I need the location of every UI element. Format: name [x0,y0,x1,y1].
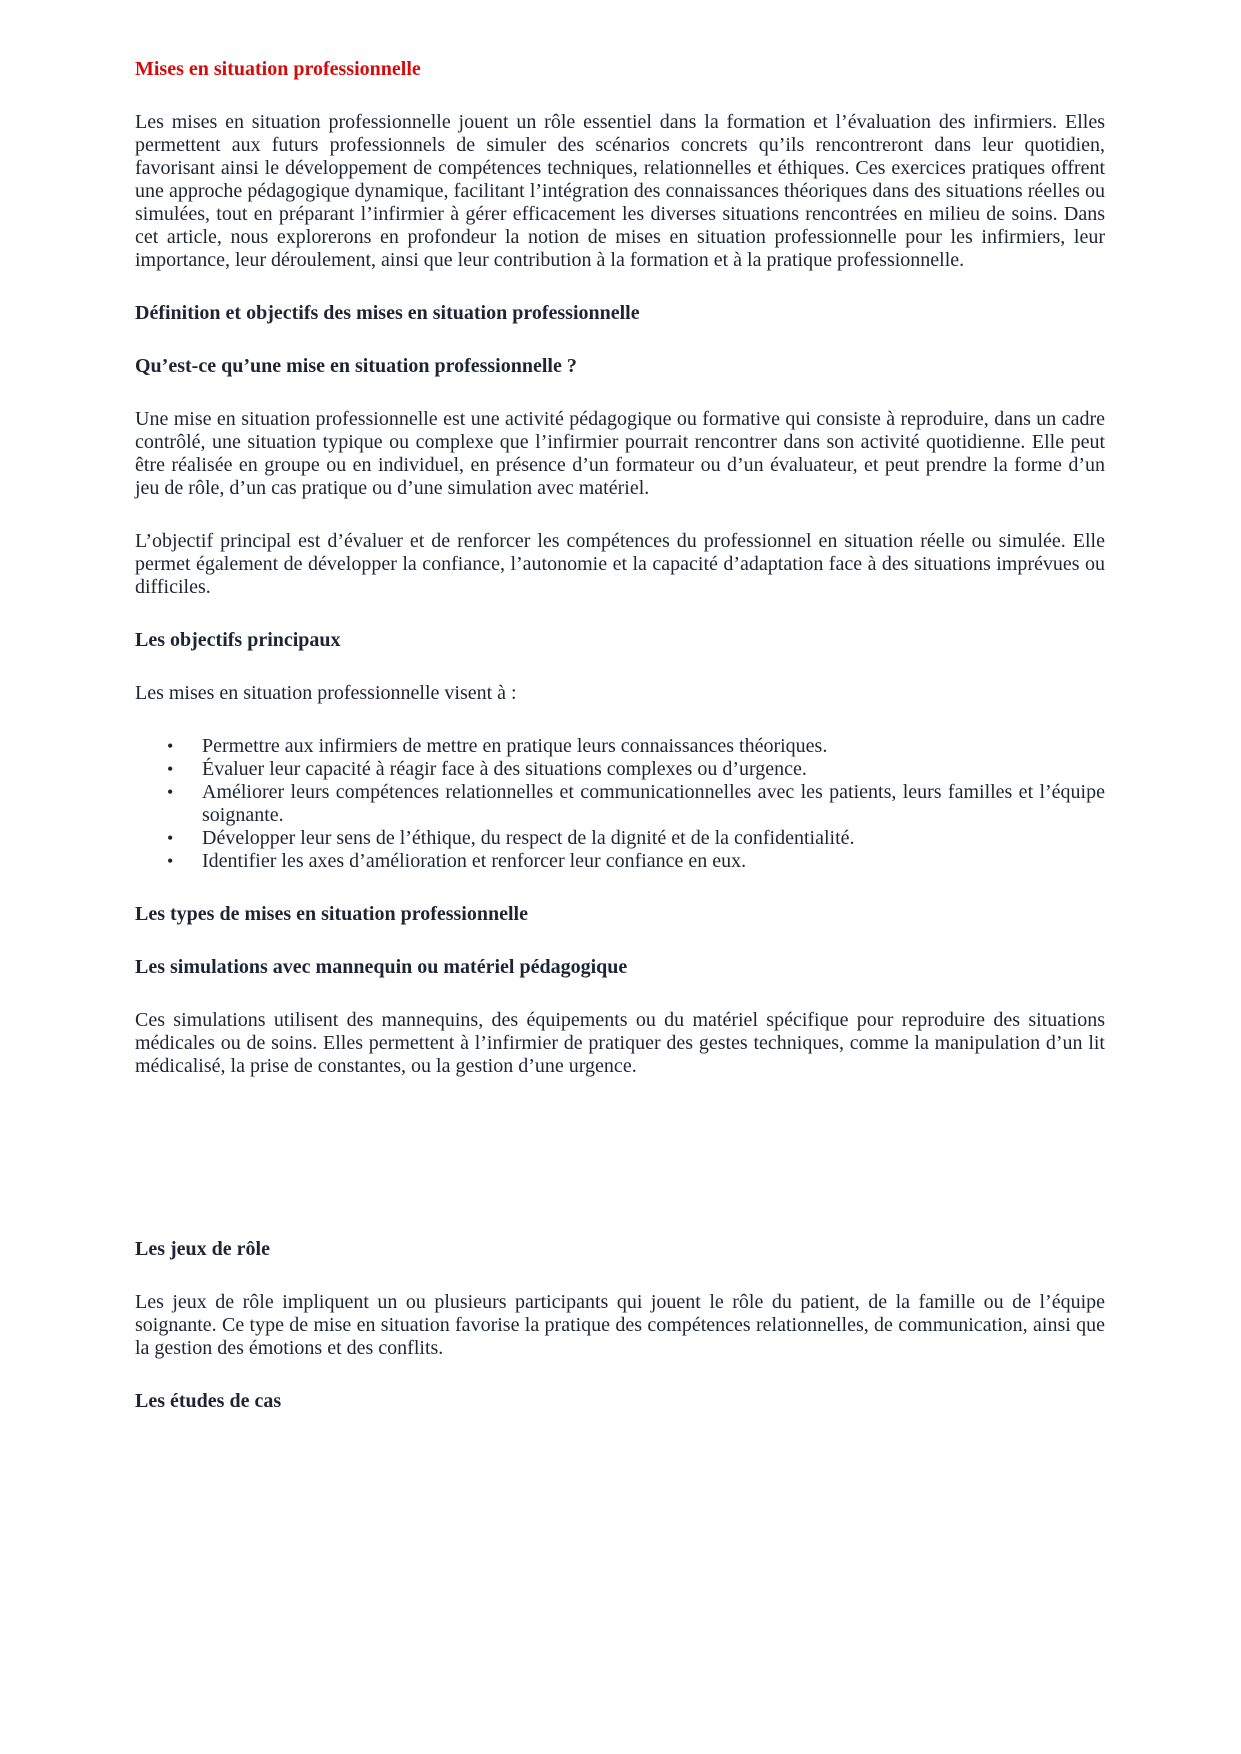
definition-paragraph-2: L’objectif principal est d’évaluer et de renforcer les compétences du professionnel en situation réelle ou simulée. Elle permet également de développer la confiance, l’autonomie et la capacité d’adaptation face à des situations imprévues ou difficiles. [135,530,1105,598]
heading-jeux-de-role: Les jeux de rôle [135,1238,270,1260]
heading-etudes-de-cas: Les études de cas [135,1390,282,1412]
heading-types-mises-en-situation: Les types de mises en situation professionnelle [135,903,528,925]
intro-paragraph: Les mises en situation professionnelle jouent un rôle essentiel dans la formation et l’évaluation des infirmiers. Elles permettent aux futurs professionnels de simuler des scénarios concrets qu’ils rencontreront dans leur quotidien, favorisant ainsi le développement de compétences techniques, relationnelles et éthiques. Ces exercices pratiques offrent une approche pédagogique dynamique, facilitant l’intégration des connaissances théoriques dans des situations réelles ou simulées, tout en préparant l’infirmier à gérer efficacement les diverses situations rencontrées en milieu de soins. Dans cet article, nous explorerons en profondeur la notion de mises en situation professionnelle pour les infirmiers, leur importance, leur déroulement, ainsi que leur contribution à la formation et à la pratique professionnelle. [135,111,1105,271]
document-title: Mises en situation professionnelle [135,58,421,80]
bullet-item-competences-relationnelles: • Améliorer leurs compétences relationnelles et communicationnelles avec les patients, leurs familles et l’équipe soignante. [135,781,1105,827]
heading-simulations-mannequin: Les simulations avec mannequin ou matériel pédagogique [135,956,628,978]
bullet-item-connaissances: • Permettre aux infirmiers de mettre en pratique leurs connaissances théoriques. [135,735,1105,758]
definition-paragraph-1: Une mise en situation professionnelle est une activité pédagogique ou formative qui consiste à reproduire, dans un cadre contrôlé, une situation typique ou complexe que l’infirmier pourrait rencontrer dans son activité quotidienne. Elle peut être réalisée en groupe ou en individuel, en présence d’un formateur ou d’un évaluateur, et peut prendre la forme d’un jeu de rôle, d’un cas pratique ou d’une simulation avec matériel. [135,408,1105,499]
bullet-item-axes-amelioration: • Identifier les axes d’amélioration et renforcer leur confiance en eux. [135,850,1105,873]
vertical-whitespace-gap [135,1108,1105,1238]
heading-objectifs-principaux: Les objectifs principaux [135,629,341,651]
objectives-bullet-list [135,735,1105,873]
jeux-de-role-paragraph: Les jeux de rôle impliquent un ou plusieurs participants qui jouent le rôle du patient, de la famille ou de l’équipe soignante. Ce type de mise en situation favorise la pratique des compétences relationnelles, de communication, ainsi que la gestion des émotions et des conflits. [135,1291,1105,1359]
heading-definition-objectifs: Définition et objectifs des mises en situation professionnelle [135,302,640,324]
bullet-item-capacite-reagir: • Évaluer leur capacité à réagir face à des situations complexes ou d’urgence. [135,758,1105,781]
simulations-paragraph: Ces simulations utilisent des mannequins, des équipements ou du matériel spécifique pour reproduire des situations médicales ou de soins. Elles permettent à l’infirmier de pratiquer des gestes techniques, comme la manipulation d’un lit médicalisé, la prise de constantes, ou la gestion d’une urgence. [135,1009,1105,1077]
heading-quest-ce-mise-en-situation: Qu’est-ce qu’une mise en situation professionnelle ? [135,355,577,377]
bullet-item-ethique: • Développer leur sens de l’éthique, du respect de la dignité et de la confidentialité. [135,827,1105,850]
objectifs-lead-paragraph: Les mises en situation professionnelle visent à : [135,682,517,704]
